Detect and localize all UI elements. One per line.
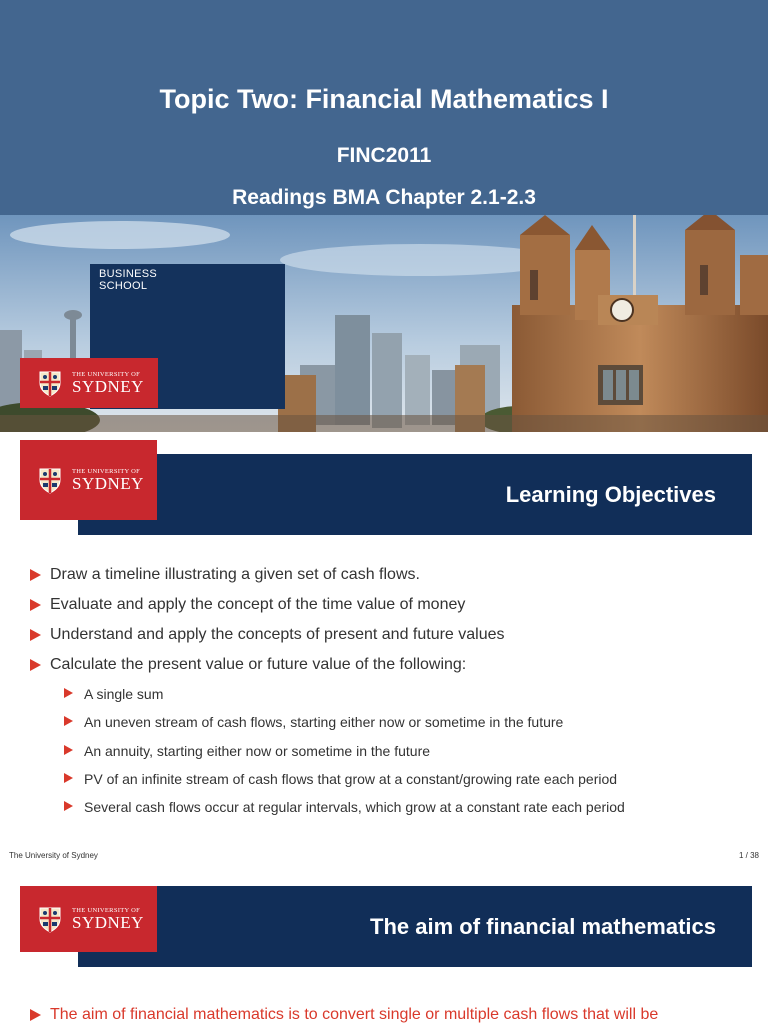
list-item: An uneven stream of cash flows, starting either now or sometime in the future (64, 713, 744, 741)
aim-paragraph: The aim of financial mathematics is to convert single or multiple cash flows that will be (30, 1005, 750, 1024)
university-logo (20, 886, 157, 952)
slide-heading: The aim of financial mathematics (370, 914, 716, 939)
list-item: Draw a timeline illustrating a given set of cash flows. (30, 565, 750, 595)
university-logo (20, 440, 157, 520)
course-code: FINC2011 (336, 144, 432, 167)
business-school-label: BUSINESS SCHOOL (99, 268, 158, 292)
bullet-triangle-icon (64, 745, 73, 755)
learning-objectives-header (78, 454, 752, 535)
bullet-triangle-icon (64, 716, 73, 726)
bullet-triangle-icon (30, 659, 41, 671)
university-crest-icon (34, 905, 66, 933)
bullet-triangle-icon (64, 801, 73, 811)
university-crest-icon (34, 369, 66, 397)
list-item: A single sum (64, 685, 744, 713)
university-wordmark: THE UNIVERSITY OF SYDNEY (72, 468, 144, 493)
list-item: PV of an infinite stream of cash flows that grow at a constant/growing rate each period (64, 770, 744, 798)
sub-objectives-list (64, 685, 744, 826)
bullet-triangle-icon (64, 773, 73, 783)
readings-line: Readings BMA Chapter 2.1-2.3 (232, 186, 536, 209)
university-crest-icon (34, 466, 66, 494)
footer-institution: The University of Sydney (9, 851, 98, 860)
list-item: Calculate the present value or future value of the following: (30, 655, 750, 685)
aim-header (78, 886, 752, 967)
list-item: Understand and apply the concepts of present and future values (30, 625, 750, 655)
university-logo (20, 358, 158, 408)
bullet-triangle-icon (64, 688, 73, 698)
page-number: 1 / 38 (738, 851, 759, 860)
title-slide (0, 0, 768, 432)
bullet-triangle-icon (30, 599, 41, 611)
title-band (0, 0, 768, 215)
list-item: Several cash flows occur at regular intervals, which grow at a constant rate each period (64, 798, 744, 826)
bullet-triangle-icon (30, 1009, 41, 1021)
list-item: Evaluate and apply the concept of the time value of money (30, 595, 750, 625)
slide-title: Topic Two: Financial Mathematics I (159, 84, 609, 114)
university-wordmark: THE UNIVERSITY OF SYDNEY (72, 371, 144, 396)
list-item: An annuity, starting either now or sometime in the future (64, 742, 744, 770)
bullet-triangle-icon (30, 629, 41, 641)
university-wordmark: THE UNIVERSITY OF SYDNEY (72, 907, 144, 932)
objectives-list (30, 565, 750, 685)
bullet-triangle-icon (30, 569, 41, 581)
slide-heading: Learning Objectives (505, 482, 716, 507)
